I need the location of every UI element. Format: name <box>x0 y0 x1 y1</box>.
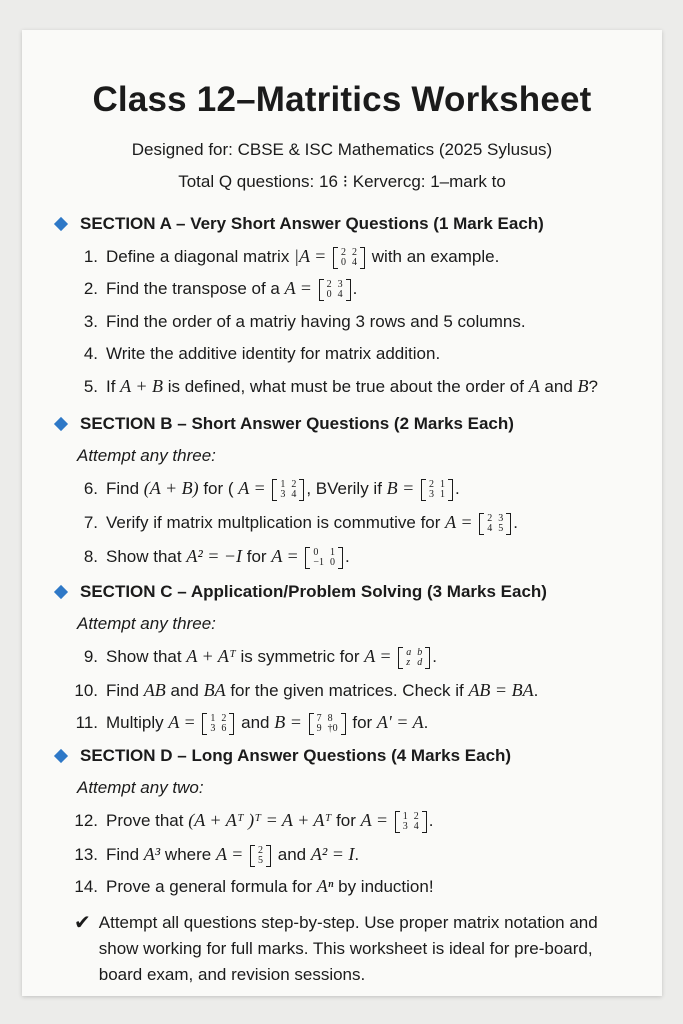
question-2: 2. Find the transpose of a A = 2 3 0 4 . <box>83 278 358 300</box>
matrix: 2 3 0 4 <box>319 279 351 301</box>
section-b-heading <box>54 414 514 434</box>
question-12: 12. Prove that (A + Aᵀ )ᵀ = A + Aᵀ for A = 1 2 3 4 . <box>74 810 434 832</box>
total-questions-line: Total Q questions: 16 ⁝ Kervercg: 1–mark to <box>178 172 506 191</box>
matrix: 7 8 9 †0 <box>309 713 346 735</box>
question-6: 6. Find (A + B) for ( A = 1 2 3 4 , BVerily if B = 2 1 3 1 . <box>83 478 460 500</box>
diamond-bullet-icon <box>54 217 68 231</box>
question-10: 10. Find AB and BA for the given matrices. Check if AB = BA. <box>74 680 539 700</box>
section-a-title: SECTION A – Very Short Answer Questions (1 Mark Each) <box>80 214 544 233</box>
section-c-heading <box>54 582 547 602</box>
matrix: 2 5 <box>250 845 271 867</box>
matrix: 1 2 3 4 <box>272 479 304 501</box>
matrix: a b z d <box>398 647 430 669</box>
question-8: 8. Show that A² = −I for A = 0 1 −1 0 . <box>83 546 350 568</box>
section-b-instruction: Attempt any three: <box>77 446 216 465</box>
note-text: Attempt all questions step-by-step. Use proper matrix notation and show working for full marks. This worksheet is ideal for pre-board, board exam, and revision sessions. <box>98 913 598 984</box>
diamond-bullet-icon <box>54 749 68 763</box>
diamond-bullet-icon <box>54 585 68 599</box>
section-c-instruction: Attempt any three: <box>77 614 216 633</box>
section-d-instruction: Attempt any two: <box>77 778 204 797</box>
question-13: 13. Find A³ where A = 2 5 and A² = I. <box>74 844 360 866</box>
question-7: 7. Verify if matrix multplication is commutive for A = 2 3 4 5 . <box>83 512 518 534</box>
matrix: 0 1 −1 0 <box>305 547 343 569</box>
matrix: 2 1 3 1 <box>421 479 453 501</box>
matrix: 1 2 3 4 <box>395 811 427 833</box>
question-9: 9. Show that A + Aᵀ is symmetric for A = a b z d . <box>83 646 438 668</box>
closing-note <box>74 910 634 988</box>
question-3: 3. Find the order of a matriy having 3 rows and 5 columns. <box>83 312 526 331</box>
section-d-heading <box>54 746 511 766</box>
worksheet-page <box>22 30 662 996</box>
diamond-bullet-icon <box>54 417 68 431</box>
question-5: 5. If A + B is defined, what must be true about the order of A and B? <box>83 376 598 396</box>
section-a-heading <box>54 214 544 234</box>
section-b-title: SECTION B – Short Answer Questions (2 Marks Each) <box>80 414 514 433</box>
matrix: 2 2 0 4 <box>333 247 365 269</box>
page-title: Class 12–Matritics Worksheet <box>92 80 592 119</box>
check-icon: ✔ <box>74 912 91 934</box>
question-4: 4. Write the additive identity for matrix addition. <box>83 344 441 363</box>
matrix: 2 3 4 5 <box>479 513 511 535</box>
matrix: 1 2 3 6 <box>202 713 234 735</box>
designed-for-line: Designed for: CBSE & ISC Mathematics (2025 Sylusus) <box>131 140 553 159</box>
section-d-title: SECTION D – Long Answer Questions (4 Marks Each) <box>80 746 512 765</box>
question-1: 1. Define a diagonal matrix |A = 2 2 0 4 with an example. <box>83 246 500 268</box>
question-14: 14. Prove a general formula for Aⁿ by induction! <box>74 876 434 896</box>
section-c-title: SECTION C – Application/Problem Solving (3 Marks Each) <box>80 582 547 601</box>
question-11: 11. Multiply A = 1 2 3 6 and B = 7 8 9 †0 for A' = A. <box>75 712 429 734</box>
